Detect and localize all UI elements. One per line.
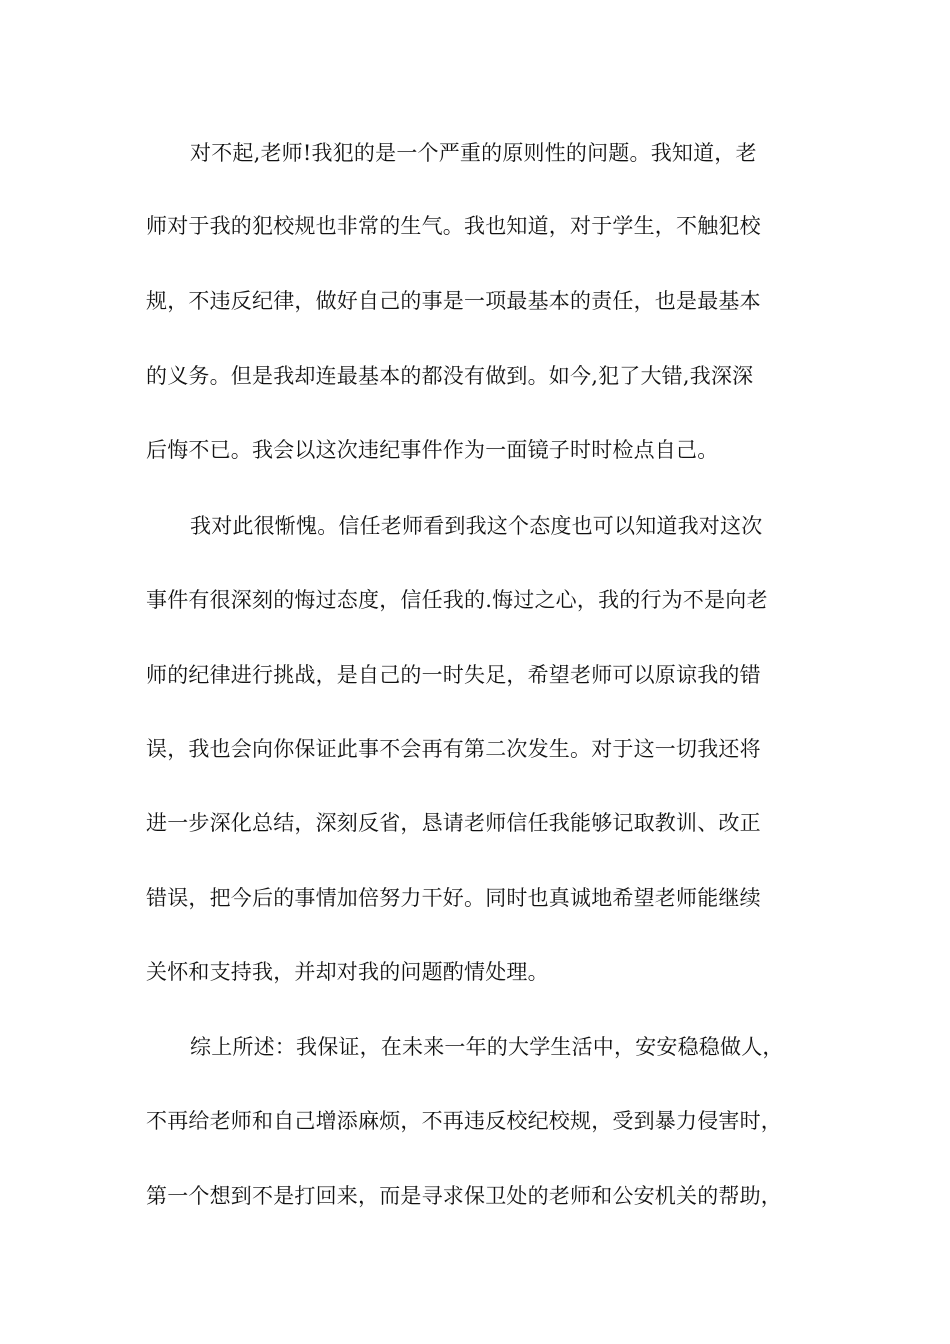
paragraph-1-line-5: 后悔不已。我会以这次违纪事件作为一面镜子时时检点自己。 bbox=[146, 438, 719, 462]
paragraph-3-line-3: 第一个想到不是打回来，而是寻求保卫处的老师和公安机关的帮助， bbox=[146, 1184, 782, 1208]
paragraph-2-line-3: 师的纪律进行挑战，是自己的一时失足，希望老师可以原谅我的错 bbox=[146, 663, 761, 687]
paragraph-1-line-3: 规，不违反纪律，做好自己的事是一项最基本的责任，也是最基本 bbox=[146, 289, 761, 313]
paragraph-2-line-4: 误，我也会向你保证此事不会再有第二次发生。对于这一切我还将 bbox=[146, 737, 761, 761]
paragraph-2-line-1: 我对此很惭愧。信任老师看到我这个态度也可以知道我对这次 bbox=[190, 514, 763, 538]
paragraph-1-line-1: 对不起,老师!我犯的是一个严重的原则性的问题。我知道，老 bbox=[190, 141, 757, 165]
paragraph-2-line-2: 事件有很深刻的悔过态度，信任我的.悔过之心，我的行为不是向老 bbox=[146, 588, 768, 612]
paragraph-2-line-6: 错误，把今后的事情加倍努力干好。同时也真诚地希望老师能继续 bbox=[146, 886, 761, 910]
paragraph-1-line-2: 师对于我的犯校规也非常的生气。我也知道，对于学生，不触犯校 bbox=[146, 214, 761, 238]
paragraph-3-line-1: 综上所述：我保证，在未来一年的大学生活中，安安稳稳做人， bbox=[190, 1035, 784, 1059]
paragraph-1-line-4: 的义务。但是我却连最基本的都没有做到。如今,犯了大错,我深深 bbox=[146, 364, 754, 388]
paragraph-2-line-7: 关怀和支持我，并却对我的问题酌情处理。 bbox=[146, 960, 549, 984]
paragraph-2-line-5: 进一步深化总结，深刻反省，恳请老师信任我能够记取教训、改正 bbox=[146, 811, 761, 835]
paragraph-3-line-2: 不再给老师和自己增添麻烦，不再违反校纪校规，受到暴力侵害时， bbox=[146, 1109, 782, 1133]
